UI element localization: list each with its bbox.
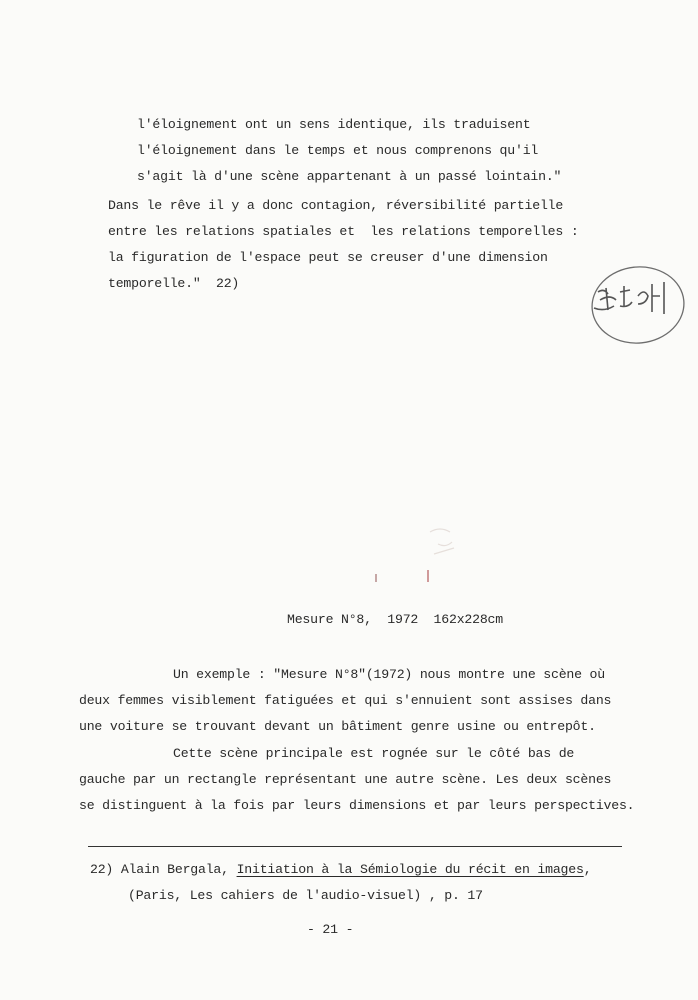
footnote-prefix: 22) Alain Bergala, [90, 862, 237, 877]
footnote-suffix: , [583, 862, 592, 877]
handwritten-stamp [586, 262, 686, 350]
faint-image-remnant [360, 520, 480, 590]
footnote-line-2: (Paris, Les cahiers de l'audio-visuel) , p. 17 [128, 888, 483, 903]
quote-line-1: l'éloignement ont un sens identique, ils traduisent [137, 117, 531, 132]
paragraph1-line-3: la figuration de l'espace peut se creuser d'une dimension [108, 250, 548, 265]
paragraph2-line-2: deux femmes visiblement fatiguées et qui s'ennuient sont assises dans [79, 693, 612, 708]
footnote-line-1 [90, 862, 591, 878]
paragraph1-line-1: Dans le rêve il y a donc contagion, réversibilité partielle [108, 198, 564, 213]
figure-caption: Mesure N°8, 1972 162x228cm [287, 612, 503, 627]
paragraph1-line-4: temporelle." 22) [108, 276, 240, 291]
footnote-separator [88, 846, 622, 847]
paragraph3-line-1: Cette scène principale est rognée sur le côté bas de [173, 746, 575, 761]
footnote-title: Initiation à la Sémiologie du récit en images [236, 862, 584, 877]
paragraph2-line-1: Un exemple : "Mesure N°8"(1972) nous montre une scène où [173, 667, 605, 682]
paragraph1-line-2: entre les relations spatiales et les relations temporelles : [108, 224, 579, 239]
paragraph3-line-3: se distinguent à la fois par leurs dimensions et par leurs perspectives. [79, 798, 635, 813]
quote-line-3: s'agit là d'une scène appartenant à un passé lointain." [137, 169, 562, 184]
paragraph2-line-3: une voiture se trouvant devant un bâtiment genre usine ou entrepôt. [79, 719, 596, 734]
quote-line-2: l'éloignement dans le temps et nous comprenons qu'il [137, 143, 539, 158]
paragraph3-line-2: gauche par un rectangle représentant une autre scène. Les deux scènes [79, 772, 612, 787]
page-number: - 21 - [307, 922, 354, 937]
